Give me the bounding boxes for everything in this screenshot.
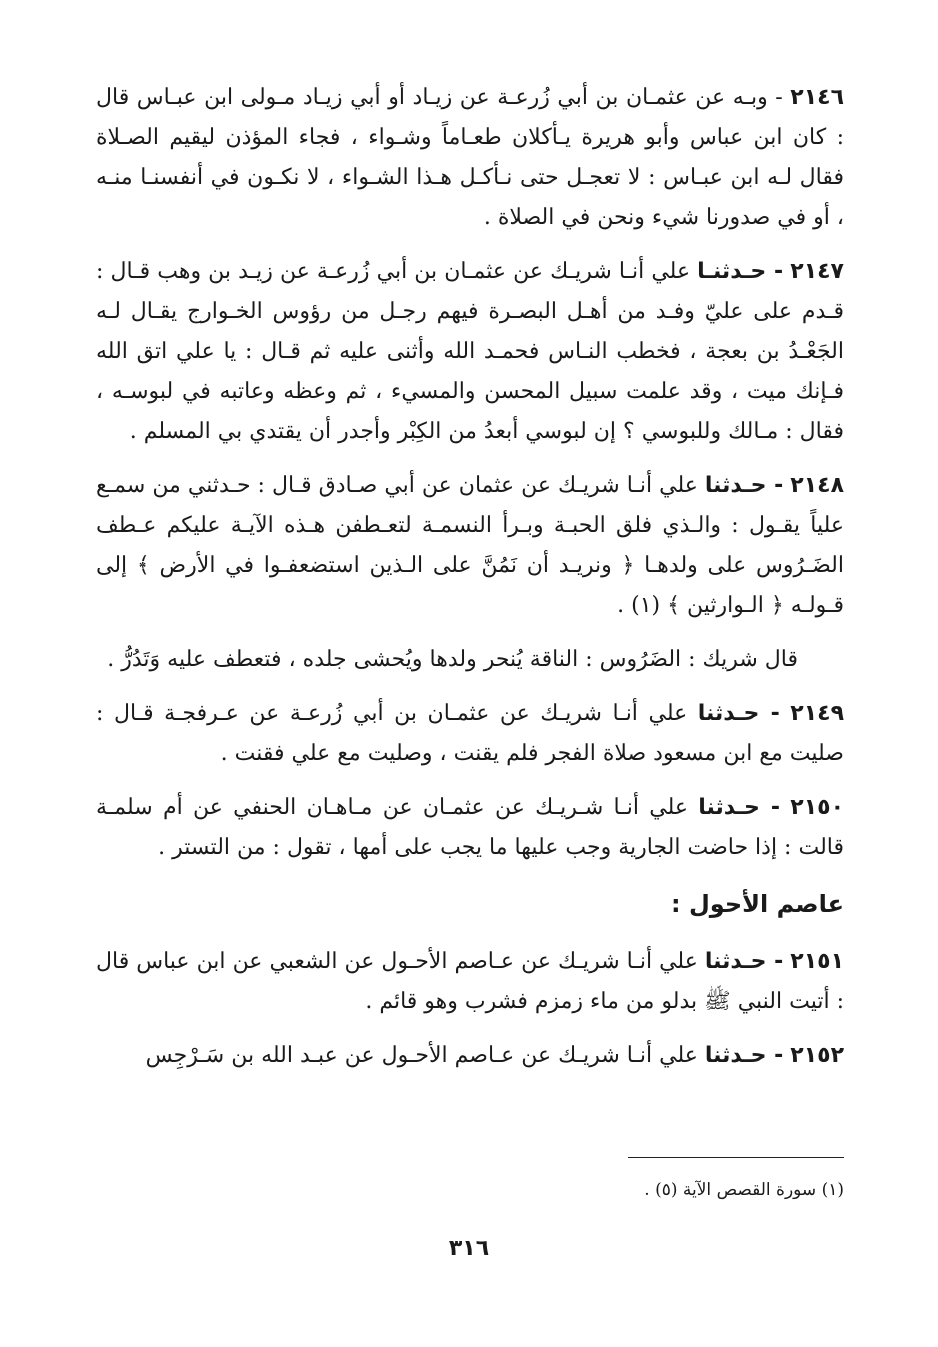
hadith-lead: - حـدثنا <box>697 701 780 726</box>
hadith-paragraph-2146 <box>96 78 844 238</box>
hadith-number: ٢١٤٨ <box>790 473 844 498</box>
hadith-text <box>96 78 844 238</box>
hadith-lead: - حـدثنـا <box>697 259 784 284</box>
hadith-body: - وبـه عن عثمـان بن أبي زُرعـة عن زيـاد أو أبي زيـاد مـولى ابن عبـاس قال : كان ابن عباس وأبو هريرة يـأكلان طعـاماً وشـواء ، فجاء المؤذن ليقيم الصـلاة فقال لـه ابن عبـاس : لا تعجـل حتى نـأكـل هـذا الشـواء ، لا نكـون في أنفسنـا منـه ، أو في صدورنا شيء ونحن في الصلاة . <box>96 85 844 230</box>
hadith-text <box>96 252 844 452</box>
commentary-paragraph <box>96 640 844 680</box>
hadith-number: ٢١٥٠ <box>790 795 844 820</box>
hadith-number: ٢١٤٦ <box>790 85 844 110</box>
hadith-number: ٢١٥٢ <box>790 1043 844 1068</box>
hadith-text <box>96 942 844 1022</box>
hadith-lead: - حـدثنا <box>704 1043 784 1068</box>
hadith-body: علي أنـا شـريـك عن عثمـان عن مـاهـان الحنفي عن أم سلمـة قالت : إذا حاضت الجارية وجب عليها ما يجب على أمها ، تقول : من التستر . <box>96 795 844 860</box>
hadith-text <box>96 788 844 868</box>
hadith-paragraph-2150 <box>96 788 844 868</box>
hadith-lead: - حـدثنا <box>704 949 784 974</box>
hadith-text <box>96 1036 844 1076</box>
hadith-paragraph-2151 <box>96 942 844 1022</box>
hadith-body: علي أنـا شريـك عن عـاصم الأحـول عن الشعبي عن ابن عباس قال : أتيت النبي ﷺ بدلو من ماء زمزم فشرب وهو قائم . <box>96 949 844 1014</box>
hadith-body: علي أنـا شريـك عن عثمـان بن أبي زُرعـة عن زيـد بن وهب قـال : قـدم على عليّ وفـد من أهـل البصـرة فيهم رجـل من رؤوس الخـوارج يقـال لـه الجَعْـدُ بن بعجة ، فخطب النـاس فحمـد الله وأثنى عليه ثم قـال : يا علي اتق الله فـإنك ميت ، وقد علمت سبيل المحسن والمسيء ، ثم وعظه وعاتبه في لبوسـه ، فقال : مـالك وللبوسي ؟ إن لبوسي أبعدُ من الكِبْر وأجدر أن يقتدي بي المسلم . <box>96 259 844 444</box>
hadith-number: ٢١٥١ <box>790 949 845 974</box>
hadith-number: ٢١٤٩ <box>790 701 845 726</box>
hadith-text <box>96 466 844 626</box>
hadith-text <box>96 694 844 774</box>
hadith-body: علي أنـا شريـك عن عـاصم الأحـول عن عبـد الله بن سَـرْجِس <box>145 1043 698 1068</box>
commentary-text: قال شريك : الضَرُوس : الناقة يُنحر ولدها ويُحشى جلده ، فتعطف عليه وَتَدُرُّ . <box>107 647 798 672</box>
hadith-body: علي أنـا شريـك عن عثمـان بن أبي زُرعـة عن عـرفجـة قـال : صليت مع ابن مسعود صلاة الفجر فلم يقنت ، وصليت مع علي فقنت . <box>96 701 844 766</box>
hadith-lead: - حـدثنا <box>698 795 780 820</box>
hadith-body: علي أنـا شريـك عن عثمان عن أبي صـادق قـال : حـدثني من سمـع علياً يقـول : والـذي فلق الحبـة وبـرأ النسمـة لتعـطفن هـذه الآيـة عليكم عـطف الضَـرُوس على ولدهـا ﴿ ونريـد أن نَمُنَّ على الـذين استضعفـوا في الأرض ﴾ إلى قـولـه ﴿ الـوارثين ﴾ (١) . <box>96 473 844 618</box>
page-number: ٣١٦ <box>448 1236 490 1261</box>
hadith-paragraph-2152 <box>96 1036 844 1076</box>
section-heading: عاصم الأحول : <box>671 890 844 918</box>
hadith-number: ٢١٤٧ <box>790 259 844 284</box>
hadith-lead: - حـدثنا <box>704 473 784 498</box>
hadith-paragraph-2148 <box>96 466 844 626</box>
hadith-paragraph-2149 <box>96 694 844 774</box>
footnote-divider <box>628 1157 844 1158</box>
hadith-paragraph-2147 <box>96 252 844 452</box>
footnote: (١) سورة القصص الآية (٥) . <box>644 1180 844 1200</box>
